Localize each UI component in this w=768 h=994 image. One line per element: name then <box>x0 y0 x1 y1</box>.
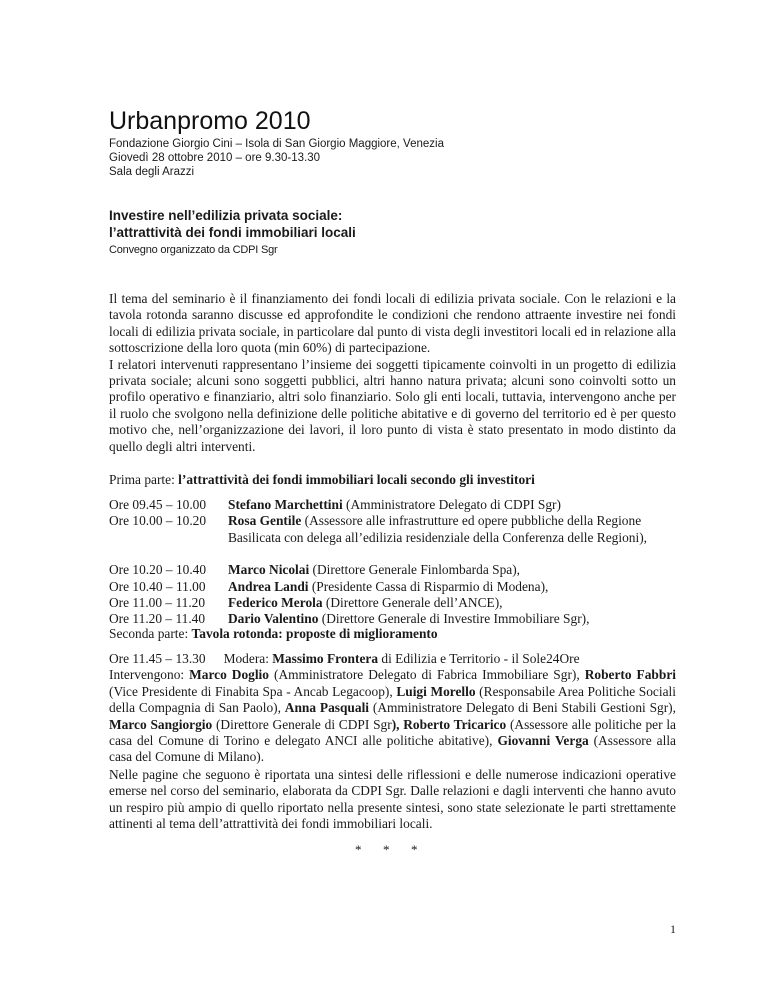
speaker-name: Luigi Morello <box>396 683 476 699</box>
part2-time: Ore 11.45 – 13.30 <box>109 651 206 666</box>
date-line: Giovedì 28 ottobre 2010 – ore 9.30-13.30 <box>109 152 320 164</box>
speaker-name: Dario Valentino <box>228 611 319 627</box>
speaker-role: (Direttore Generale Finlombarda Spa), <box>309 562 521 578</box>
speaker-name: Stefano Marchettini <box>228 497 343 512</box>
speaker-role: (Direttore Generale dell’ANCE), <box>322 595 503 611</box>
talk-title-line2: l’attrattività dei fondi immobiliari locali <box>109 225 356 240</box>
speaker-name: Giovanni Verga <box>497 733 589 749</box>
separator-mark: * <box>411 842 418 857</box>
speaker-role: (Direttore Generale di CDPI Sgr <box>212 716 392 732</box>
schedule-row <box>109 513 676 546</box>
schedule-row <box>109 579 676 595</box>
event-title: Urbanpromo 2010 <box>109 107 311 135</box>
part2-text <box>109 651 676 766</box>
page-number: 1 <box>670 922 676 936</box>
schedule-time: Ore 11.00 – 11.20 <box>109 595 206 611</box>
speaker-role: (Responsabile Area Politiche Sociali della Compagnia di San Paolo), <box>109 683 676 716</box>
part1-label: Prima parte: <box>109 472 179 487</box>
schedule-time: Ore 10.20 – 10.40 <box>109 562 207 578</box>
part1-title: l’attrattività dei fondi immobiliari locali secondo gli investitori <box>178 472 535 487</box>
schedule-time: Ore 09.45 – 10.00 <box>109 497 207 512</box>
part1-schedule <box>109 497 676 628</box>
part1-heading <box>109 472 676 488</box>
speaker-name: ), Roberto Tricarico <box>391 716 507 732</box>
speaker-name: Andrea Landi <box>228 578 309 594</box>
section-separator <box>355 842 439 858</box>
separator-mark: * <box>355 842 362 857</box>
schedule-row <box>109 497 676 513</box>
speaker-name: Federico Merola <box>228 595 323 611</box>
intro-text <box>109 291 676 455</box>
room-line: Sala degli Arazzi <box>109 166 195 178</box>
moderator-name: Massimo Frontera <box>272 651 379 666</box>
speaker-role: (Presidente Cassa di Risparmio di Modena), <box>308 578 549 594</box>
moderator-role: di Edilizia e Territorio - il Sole24Ore <box>378 651 580 666</box>
speaker-role: (Vice Presidente di Finabita Spa - Ancab Legacoop), <box>109 683 397 699</box>
organizer-note: Convegno organizzato da CDPI Sgr <box>109 244 278 256</box>
speaker-role: (Assessore alle infrastrutture ed opere pubbliche della Regione Basilicata con delega all’edilizia residenziale della Conferenza delle Regioni), <box>228 513 648 545</box>
speaker-role: (Amministratore Delegato di Beni Stabili Gestioni Sgr), <box>369 700 676 716</box>
schedule-row <box>109 595 676 611</box>
schedule-time: Ore 10.40 – 11.00 <box>109 578 206 594</box>
venue-line: Fondazione Giorgio Cini – Isola di San Giorgio Maggiore, Venezia <box>109 138 444 150</box>
speakers-label: Intervengono: <box>109 667 190 683</box>
talk-title <box>109 207 356 241</box>
speaker-role: (Amministratore Delegato di CDPI Sgr) <box>342 497 561 512</box>
venue-block <box>109 137 444 179</box>
speaker-role: (Direttore Generale di Investire Immobiliare Sgr), <box>318 611 590 627</box>
closing-text <box>109 767 676 833</box>
speaker-name: Rosa Gentile <box>228 513 302 529</box>
schedule-time: Ore 10.00 – 10.20 <box>109 513 207 529</box>
schedule-row <box>109 562 676 578</box>
speaker-name: Marco Nicolai <box>228 562 310 578</box>
part2-label: Seconda parte: <box>109 626 192 641</box>
intro-paragraph-1: Il tema del seminario è il finanziamento dei fondi locali di edilizia privata sociale. Con le relazioni e la tavola rotonda saranno discusse ed approfondite le condizioni che rendono attraente investire nei fondi locali di edilizia privata sociale, in particolare dal punto di vista degli investitori locali ed in relazione alla sottoscrizione della loro quota (min 60%) di partecipazione. <box>109 291 676 356</box>
schedule-time: Ore 11.20 – 11.40 <box>109 611 206 627</box>
speaker-name: Anna Pasquali <box>284 700 370 716</box>
talk-title-line1: Investire nell’edilizia privata sociale: <box>109 208 343 223</box>
speaker-role: (Assessore alle politiche per la casa del Comune di Torino e delegato ANCI alle politiche abitative), <box>109 716 676 749</box>
speaker-name: Marco Doglio <box>189 667 269 683</box>
speaker-role: (Amministratore Delegato di Fabrica Immobiliare Sgr), <box>268 667 585 683</box>
separator-mark: * <box>383 842 390 857</box>
part2-title: Tavola rotonda: proposte di miglioramento <box>191 626 438 641</box>
intro-paragraph-2: I relatori intervenuti rappresentano l’insieme dei soggetti tipicamente coinvolti in un progetto di edilizia privata sociale; alcuni sono soggetti pubblici, altri hanno natura privata; alcuni sono coinvolti sotto un profilo operativo e finanziario, altri solo finanziario. Solo gli enti locali, tuttavia, intervengono anche per il ruolo che svolgono nella definizione delle politiche abitative e di governo del territorio ed è per questo motivo che, nell’organizzazione dei lavori, il loro punto di vista è stato presentato in modo distinto da quello degli altri interventi. <box>109 356 676 454</box>
speaker-name: Roberto Fabbri <box>584 667 676 683</box>
moderator-label: Modera: <box>223 651 273 666</box>
closing-paragraph: Nelle pagine che seguono è riportata una sintesi delle riflessioni e delle numerose indicazioni operative emerse nel corso del seminario, elaborata da CDPI Sgr. Dalle relazioni e dagli interventi che hanno avuto un respiro più ampio di quello riportato nella presente sintesi, sono state selezionate le parti strettamente attinenti al tema dell’attrattività dei fondi immobiliari locali. <box>109 767 676 832</box>
speaker-role: (Assessore alla casa del Comune di Milano). <box>109 733 676 765</box>
part2-heading <box>109 626 676 642</box>
speaker-name: Marco Sangiorgio <box>109 716 213 732</box>
